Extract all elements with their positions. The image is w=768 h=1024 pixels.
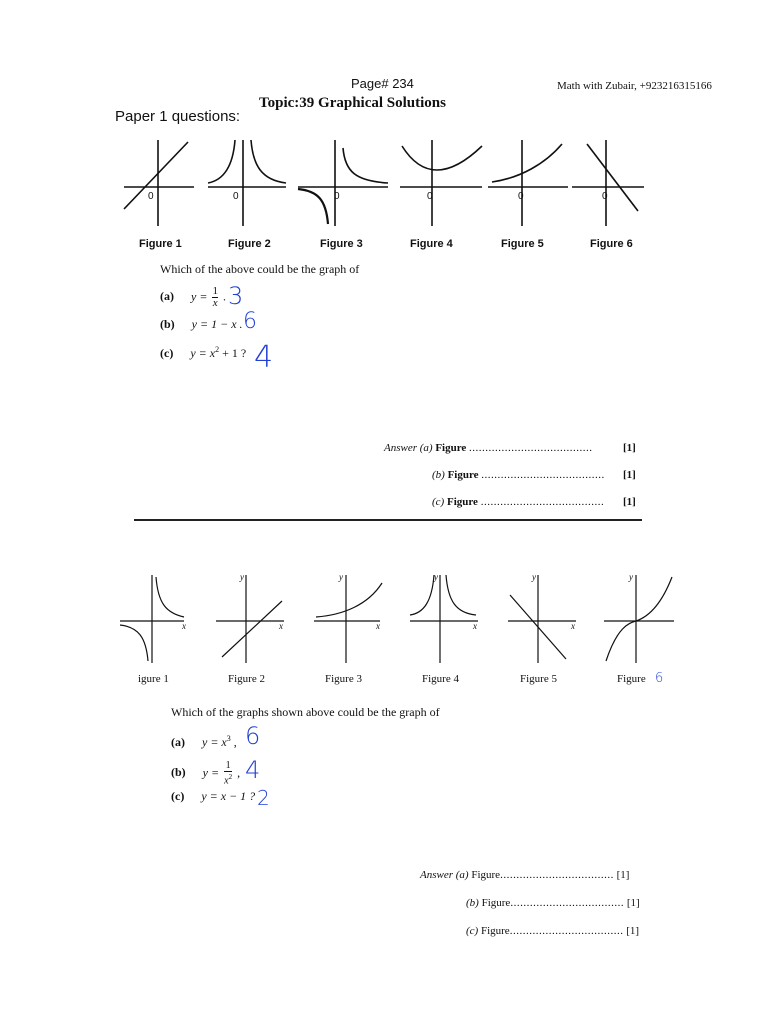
- part-expression: y = x: [202, 735, 227, 749]
- q2-figures: [118, 565, 690, 690]
- q1-figure-6-label: Figure 6: [590, 238, 633, 250]
- q2-figure-6-label: Figure: [617, 673, 646, 685]
- q1-figure-2-label: Figure 2: [228, 238, 271, 250]
- q1-mark-a: [1]: [623, 442, 636, 454]
- q1-answer-line-c: [432, 496, 604, 508]
- q1-part-a: [160, 286, 226, 309]
- answer-part: (c): [432, 496, 445, 508]
- answer-part: (a): [419, 442, 433, 454]
- q1-part-c: [160, 345, 246, 361]
- q1-figure-4-graph: [400, 140, 482, 226]
- origin-label: 0: [602, 191, 608, 202]
- answer-part: (b): [432, 469, 445, 481]
- q2-figure-2-graph: [216, 575, 284, 663]
- origin-label: 0: [233, 191, 239, 202]
- part-label: (c): [171, 789, 185, 803]
- origin-label: 0: [334, 191, 340, 202]
- numerator: 1: [212, 285, 218, 297]
- answer-blank[interactable]: ...................................: [509, 925, 624, 937]
- q2-figure-3-graph: [314, 575, 382, 663]
- q1-figure-1-graph: [124, 140, 194, 226]
- origin-label: 0: [148, 191, 154, 202]
- section-heading: Paper 1 questions:: [115, 108, 241, 125]
- q2-answer-line-a: [420, 869, 629, 881]
- part-lhs: y =: [191, 289, 208, 304]
- part-lhs: y =: [202, 765, 220, 780]
- q2-handwritten-answer-c: 2: [257, 786, 270, 810]
- x-axis-label: x: [571, 621, 575, 631]
- part-label: (a): [171, 735, 185, 749]
- y-axis-label: y: [434, 572, 438, 582]
- denominator: x: [212, 297, 218, 309]
- answer-blank[interactable]: ......................................: [469, 442, 593, 454]
- q2-figure-5-label: Figure 5: [520, 673, 557, 685]
- q1-figure-2-graph: [208, 140, 286, 226]
- answer-text: Figure: [446, 496, 478, 508]
- x-axis-label: x: [279, 621, 283, 631]
- part-label: (a): [160, 289, 174, 304]
- part-label: (c): [160, 346, 174, 360]
- q2-figure-4-graph: [410, 575, 478, 663]
- q2-figure-3-label: Figure 3: [325, 673, 362, 685]
- mark: [1]: [626, 925, 640, 937]
- answer-blank[interactable]: ...................................: [500, 869, 614, 881]
- answer-prefix: Answer: [420, 869, 453, 881]
- exponent: 2: [228, 773, 233, 781]
- q1-handwritten-answer-b: 6: [243, 309, 257, 334]
- q1-figure-5-label: Figure 5: [501, 238, 544, 250]
- answer-text: Figure: [471, 869, 501, 881]
- answer-part: (b): [466, 897, 479, 909]
- part-label: (b): [160, 317, 175, 331]
- answer-text: Figure: [447, 469, 479, 481]
- answer-blank[interactable]: ......................................: [480, 496, 605, 508]
- part-expression: y = 1 − x .: [191, 317, 243, 331]
- numerator: 1: [225, 760, 231, 771]
- denominator: x: [224, 775, 229, 787]
- y-axis-label: y: [339, 572, 343, 582]
- part-expression: y = x: [190, 346, 216, 360]
- q2-answer-line-b: [466, 897, 640, 909]
- q1-figure-5-graph: [488, 140, 568, 226]
- page-title: Topic:39 Graphical Solutions: [259, 95, 446, 111]
- answer-prefix: Answer: [384, 442, 417, 454]
- q2-figure-6-graph: [604, 575, 674, 663]
- answer-text: Figure: [435, 442, 467, 454]
- q1-mark-b: [1]: [623, 469, 636, 481]
- answer-part: (c): [466, 925, 479, 937]
- author-credit: Math with Zubair, +923216315166: [557, 80, 712, 92]
- answer-text: Figure: [481, 897, 511, 909]
- q2-part-b: [171, 761, 240, 786]
- origin-label: 0: [518, 191, 524, 202]
- q1-prompt: Which of the above could be the graph of: [160, 262, 360, 276]
- q2-figure-4-label: Figure 4: [422, 673, 459, 685]
- part-tail: ,: [230, 735, 237, 749]
- q2-figure-1-label: igure 1: [138, 673, 169, 685]
- exponent: 3: [226, 734, 231, 743]
- part-expression: y = x − 1 ?: [201, 789, 256, 803]
- q2-part-a: [171, 734, 237, 750]
- q1-figure-1-label: Figure 1: [139, 238, 182, 250]
- q1-figure-4-label: Figure 4: [410, 238, 453, 250]
- q1-figure-3-graph: [298, 140, 388, 226]
- answer-blank[interactable]: ...................................: [510, 897, 625, 909]
- q2-figure-1-graph: [120, 575, 184, 663]
- q2-handwritten-answer-a: 6: [245, 722, 261, 750]
- section-divider: [134, 519, 642, 521]
- q2-handwritten-answer-b: 4: [245, 756, 261, 784]
- x-axis-label: x: [182, 621, 186, 631]
- q2-answer-line-c: [466, 925, 639, 937]
- mark: [1]: [616, 869, 630, 881]
- answer-text: Figure: [480, 925, 510, 937]
- q1-handwritten-answer-c: 4: [254, 340, 274, 375]
- q2-part-c: [171, 789, 255, 804]
- q1-handwritten-answer-a: 3: [228, 282, 244, 310]
- answer-blank[interactable]: ......................................: [481, 469, 605, 481]
- fraction: [212, 286, 218, 309]
- q2-figure-2-label: Figure 2: [228, 673, 265, 685]
- q1-figure-6-graph: [572, 140, 644, 226]
- page-number: Page# 234: [351, 76, 414, 91]
- exponent: 2: [215, 345, 220, 354]
- answer-part: (a): [455, 869, 469, 881]
- q1-figures: [120, 136, 650, 261]
- q2-figure-6-handwritten-number: 6: [655, 671, 664, 686]
- part-tail: .: [222, 289, 226, 304]
- mark: [1]: [626, 897, 640, 909]
- part-tail: + 1 ?: [219, 346, 247, 360]
- y-axis-label: y: [532, 572, 536, 582]
- part-label: (b): [171, 765, 186, 780]
- q2-figure-5-graph: [508, 575, 576, 663]
- q1-figure-3-label: Figure 3: [320, 238, 363, 250]
- y-axis-label: y: [240, 572, 244, 582]
- q1-answer-line-a: [384, 442, 593, 454]
- y-axis-label: y: [629, 572, 633, 582]
- q1-mark-c: [1]: [623, 496, 636, 508]
- q1-part-b: [160, 317, 243, 332]
- origin-label: 0: [427, 191, 433, 202]
- x-axis-label: x: [376, 621, 380, 631]
- fraction: [224, 761, 232, 786]
- q1-answer-line-b: [432, 469, 605, 481]
- x-axis-label: x: [473, 621, 477, 631]
- part-tail: ,: [237, 765, 241, 780]
- q2-prompt: Which of the graphs shown above could be the graph of: [171, 705, 440, 719]
